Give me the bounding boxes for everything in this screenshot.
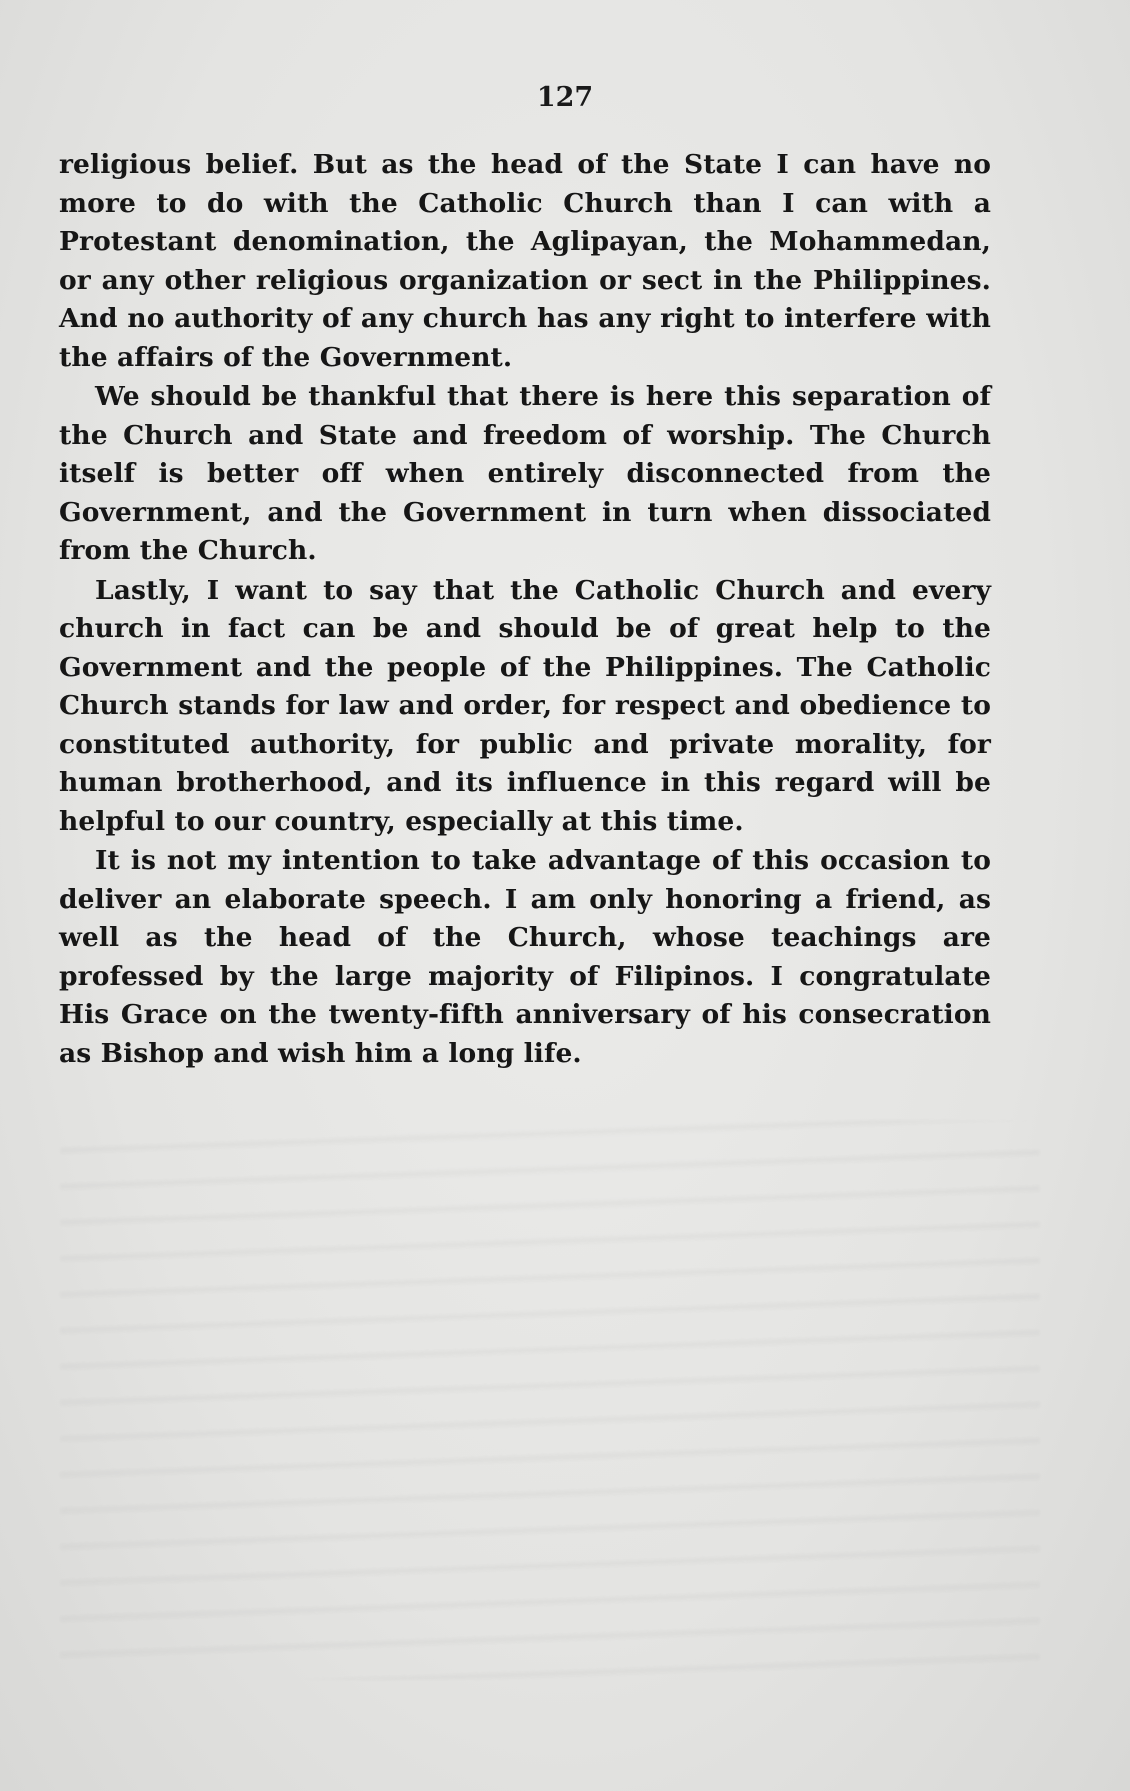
- paragraph-3: Lastly, I want to say that the Catholic Church and every church in fact can be and should be of great help to the Government and the people of the Philippines. The Catholic Church stands for law and order, for respect and obedience to constituted authority, for public and private morality, for human brotherhood, and its influence in this regard will be helpful to our country, especially at this time.: [59, 574, 991, 837]
- paragraph-1: religious belief. But as the head of the State I can have no more to do with the Catholic Church than I can with a Protestant denomination, the Aglipayan, the Mohammedan, or any other religious organization or sect in the Philippines. And no authority of any church has any right to interfere with the affairs of the Government.: [59, 149, 991, 373]
- paragraph-2: We should be thankful that there is here this separation of the Church and State and freedom of worship. The Church itself is better off when entirely disconnected from the Government, and the Government in turn when dissociated from the Church.: [59, 381, 991, 566]
- page-number: 127: [536, 82, 594, 113]
- body-text: [59, 146, 991, 1074]
- paragraph-4: It is not my intention to take advantage of this occasion to deliver an elaborate speech. I am only honoring a friend, as well as the head of the Church, whose teachings are professed by the large majority of Filipinos. I congratulate His Grace on the twenty-fifth anniversary of his consecration as Bishop and wish him a long life.: [59, 845, 991, 1069]
- show-through-texture: [60, 1120, 1040, 1680]
